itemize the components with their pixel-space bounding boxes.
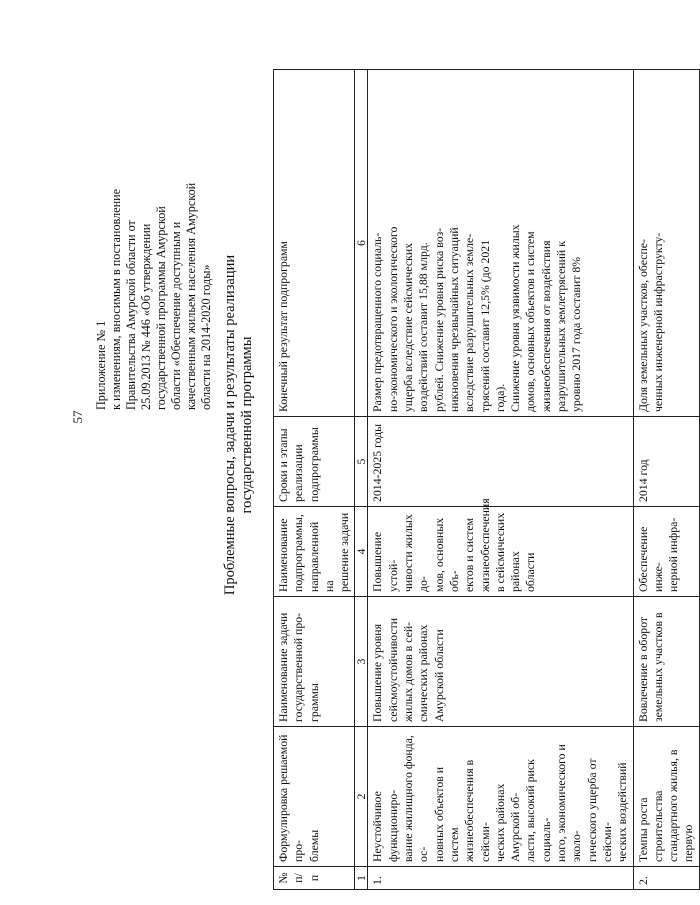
appendix-line: Приложение № 1: [94, 320, 108, 410]
column-number: 4: [355, 507, 368, 597]
table-row: [368, 70, 633, 890]
column-number: 6: [355, 70, 368, 417]
document-title: [222, 190, 256, 660]
subprogram-cell: Повышение устой- чивости жилых до- мов, основных объ- ектов и систем жизнеобеспечения в сейсмических районах области: [368, 507, 633, 597]
row-number: 2.: [633, 867, 699, 890]
subprogram-cell: Обеспечение инже- нерной инфра-: [633, 507, 699, 597]
appendix-line: качественным жильем населения Амурской: [184, 182, 198, 410]
appendix-line: Правительства Амурской области от: [124, 220, 138, 410]
column-number-row: [355, 70, 368, 890]
result-cell: Размер предотвращенного социаль- но-экономического и экологического ущерба вследствие сейсмических воздействий составит 15,88 млрд. рублей. Снижение уровня риска воз- никновения чрезвычайных ситуаций вследствие разрушительных земле- трясений составит 12,5% (до 2021 года). Снижение уровня уязвимости жилых домов, основных объектов и систем жизнеобеспечения от воздействия разрушительных землетрясений к уровню 2017 года составит 8%: [368, 70, 633, 417]
row-number: 1.: [368, 867, 633, 890]
problem-cell: Неустойчивое функциониро- вание жилищного фонда, ос- новных объектов и систем жизнеобеспечения в сейсми- ческих районах Амурской об- ласти, высокий риск социаль- ного, экономического и эколо- гического ущерба от сейсми- ческих воздействий: [368, 727, 633, 867]
column-number: 5: [355, 417, 368, 507]
header-task: Наименование задачи государственной про- граммы: [274, 597, 355, 727]
period-cell: 2014 год: [633, 417, 699, 507]
result-cell: Доля земельных участков, обеспе- ченных инженерной инфраструкту-: [633, 70, 699, 417]
table-header-row: [274, 70, 355, 890]
column-number: 1: [355, 867, 368, 890]
appendix-line: области «Обеспечение доступным и: [169, 221, 183, 410]
header-subprogram: Наименование подпрограммы, направленной на решение задачи: [274, 507, 355, 597]
appendix-line: области на 2014-2020 годы»: [199, 264, 213, 410]
header-number: № п/п: [274, 867, 355, 890]
title-line-2: государственной программы: [239, 336, 255, 514]
task-cell: Вовлечение в оборот земельных участков в: [633, 597, 699, 727]
header-period: Сроки и этапы реализации подпрограммы: [274, 417, 355, 507]
results-table: [273, 69, 700, 890]
page-number: 57: [70, 410, 85, 424]
header-result: Конечный результат подпрограмм: [274, 70, 355, 417]
column-number: 3: [355, 597, 368, 727]
header-problem: Формулировка решаемой про- блемы: [274, 727, 355, 867]
problem-cell: Темпы роста строительства стандартного жилья, в первую: [633, 727, 699, 867]
table-row: [633, 70, 699, 890]
task-cell: Повышение уровня сейсмоустойчивости жилых домов в сей- смических районах Амурской области: [368, 597, 633, 727]
appendix-line: к изменениям, вносимым в постановление: [109, 188, 123, 410]
appendix-line: 25.09.2013 № 446 «Об утверждении: [139, 223, 153, 410]
title-line-1: Проблемные вопросы, задачи и результаты реализации: [222, 254, 238, 596]
period-cell: 2014-2025 годы: [368, 417, 633, 507]
column-number: 2: [355, 727, 368, 867]
appendix-block: [94, 125, 214, 410]
appendix-line: государственной программы Амурской: [154, 206, 168, 410]
